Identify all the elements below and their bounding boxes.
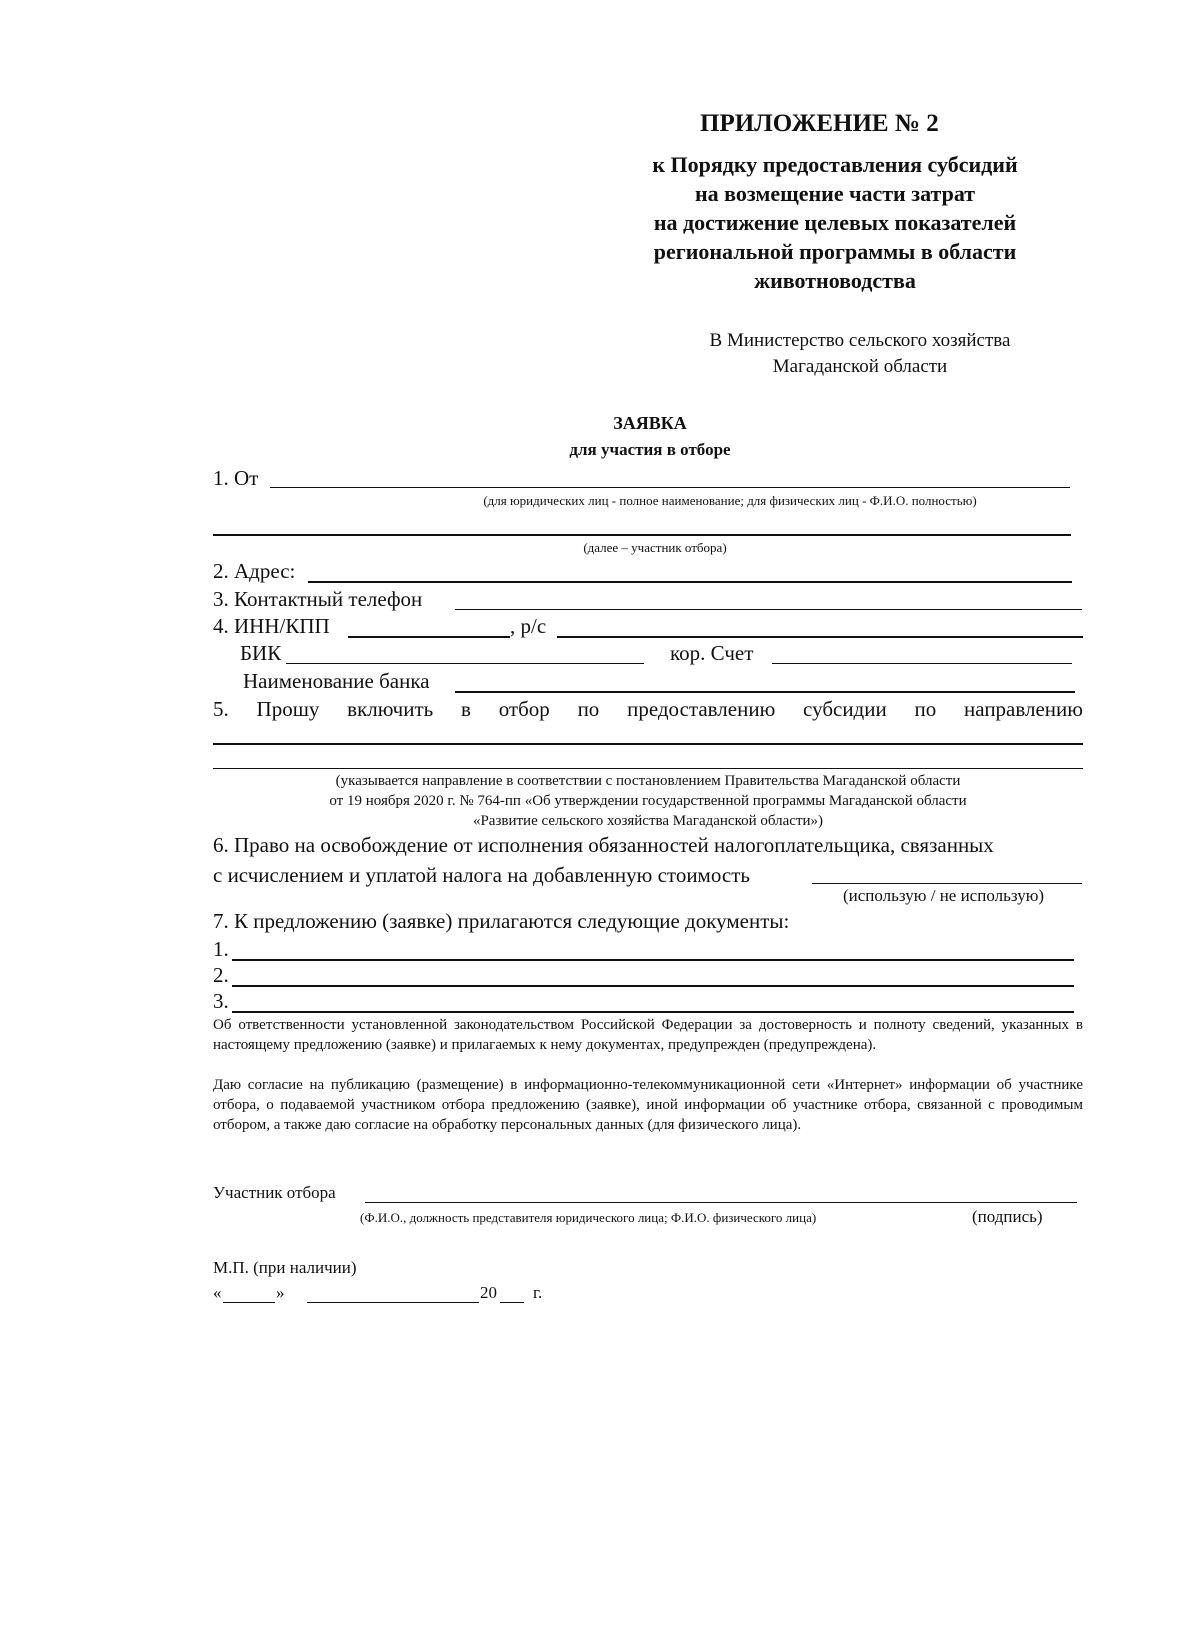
corr-account-input-line[interactable] bbox=[772, 663, 1072, 664]
from-input-line[interactable] bbox=[270, 487, 1070, 488]
bik-input-line[interactable] bbox=[286, 663, 644, 664]
item5-word: субсидии bbox=[803, 697, 887, 721]
doc-1-input-line[interactable] bbox=[232, 959, 1074, 961]
document-title: ЗАЯВКА bbox=[613, 413, 687, 433]
item5-word: отбор bbox=[498, 697, 550, 721]
direction-hint-line: (указывается направление в соответствии с постановлением Правительства Магаданской области bbox=[335, 773, 961, 789]
signature-hint: (подпись) bbox=[972, 1207, 1043, 1226]
appendix-subtitle bbox=[600, 150, 1070, 295]
item5-word: включить bbox=[347, 697, 434, 721]
seal-label: М.П. (при наличии) bbox=[213, 1258, 357, 1277]
appendix-subtitle-line: к Порядку предоставления субсидий bbox=[652, 152, 1018, 177]
item5-text bbox=[213, 697, 1083, 722]
responsibility-statement: Об ответственности установленной законодательством Российской Федерации за достоверность и полноту сведений, указанных в настоящему предложению (заявке) и прилагаемых к нему документах, предупрежден (предупреждена). bbox=[213, 1017, 1083, 1053]
addressee-line: Магаданской области bbox=[772, 356, 948, 377]
item5-word: Прошу bbox=[256, 697, 320, 721]
from-label: 1. От bbox=[213, 466, 259, 490]
bik-label: БИК bbox=[240, 641, 282, 665]
item6-input-line[interactable] bbox=[812, 883, 1082, 884]
document-subtitle: для участия в отборе bbox=[569, 440, 731, 459]
item5-word: по bbox=[914, 697, 937, 721]
item5-word: в bbox=[460, 697, 471, 721]
participant-label: Участник отбора bbox=[213, 1183, 336, 1202]
doc-number: 1. bbox=[213, 937, 229, 961]
item6-hint: (использую / не использую) bbox=[843, 886, 1045, 905]
from-continuation-line[interactable] bbox=[213, 534, 1071, 536]
item5-word: направлению bbox=[964, 697, 1083, 721]
date-year-input-line[interactable] bbox=[500, 1302, 524, 1303]
inn-input-line[interactable] bbox=[348, 636, 510, 638]
bank-label: Наименование банка bbox=[243, 669, 430, 693]
from-hint: (для юридических лиц - полное наименование; для физических лиц - Ф.И.О. полностью) bbox=[483, 493, 977, 508]
direction-hint bbox=[213, 771, 1083, 831]
participant-name-hint: (Ф.И.О., должность представителя юридического лица; Ф.И.О. физического лица) bbox=[360, 1210, 817, 1225]
account-input-line[interactable] bbox=[557, 636, 1083, 638]
direction-hint-line: «Развитие сельского хозяйства Магаданской области») bbox=[472, 813, 824, 829]
date-year-prefix: 20 bbox=[480, 1283, 497, 1302]
date-open-quote: « bbox=[213, 1283, 222, 1302]
item5-word: по bbox=[577, 697, 600, 721]
direction-input-line-2[interactable] bbox=[213, 768, 1083, 769]
phone-input-line[interactable] bbox=[455, 609, 1082, 610]
participant-hint: (далее – участник отбора) bbox=[583, 540, 727, 555]
item5-word: 5. bbox=[213, 697, 229, 721]
date-month-input-line[interactable] bbox=[307, 1302, 479, 1303]
appendix-subtitle-line: региональной программы в области bbox=[653, 239, 1017, 264]
inn-label: 4. ИНН/КПП bbox=[213, 614, 330, 638]
doc-number: 2. bbox=[213, 963, 229, 987]
date-year-suffix: г. bbox=[533, 1283, 543, 1302]
doc-3-input-line[interactable] bbox=[232, 1011, 1074, 1013]
date-close-quote: » bbox=[276, 1283, 285, 1302]
address-input-line[interactable] bbox=[308, 581, 1072, 583]
phone-label: 3. Контактный телефон bbox=[213, 587, 423, 611]
date-day-input-line[interactable] bbox=[223, 1302, 275, 1303]
corr-account-label: кор. Счет bbox=[670, 641, 754, 665]
doc-2-input-line[interactable] bbox=[232, 985, 1074, 987]
direction-hint-line: от 19 ноября 2020 г. № 764-пп «Об утверждении государственной программы Магаданской области bbox=[329, 793, 967, 809]
address-label: 2. Адрес: bbox=[213, 559, 296, 583]
addressee-line: В Министерство сельского хозяйства bbox=[709, 330, 1011, 351]
appendix-subtitle-line: животноводства bbox=[754, 268, 916, 293]
addressee bbox=[640, 328, 1080, 380]
item6-line2: с исчислением и уплатой налога на добавленную стоимость bbox=[213, 863, 750, 887]
appendix-subtitle-line: на возмещение части затрат bbox=[694, 181, 976, 206]
doc-number: 3. bbox=[213, 989, 229, 1013]
consent-statement: Даю согласие на публикацию (размещение) в информационно-телекоммуникационной сети «Интернет» информации об участнике отбора, о подаваемой участником отбора предложению (заявке), иной информации об участнике отбора, связанной с проводимым отбором, а также даю согласие на обработку персональных данных (для физического лица). bbox=[213, 1077, 1083, 1133]
participant-input-line[interactable] bbox=[365, 1202, 1077, 1203]
appendix-title: ПРИЛОЖЕНИЕ № 2 bbox=[700, 110, 939, 137]
account-label: , р/с bbox=[510, 614, 547, 638]
item6-line1: 6. Право на освобождение от исполнения обязанностей налогоплательщика, связанных bbox=[213, 833, 994, 857]
direction-input-line[interactable] bbox=[213, 743, 1083, 745]
item7-label: 7. К предложению (заявке) прилагаются следующие документы: bbox=[213, 909, 790, 933]
appendix-subtitle-line: на достижение целевых показателей bbox=[653, 210, 1017, 235]
item5-word: предоставлению bbox=[627, 697, 776, 721]
bank-input-line[interactable] bbox=[455, 691, 1075, 693]
